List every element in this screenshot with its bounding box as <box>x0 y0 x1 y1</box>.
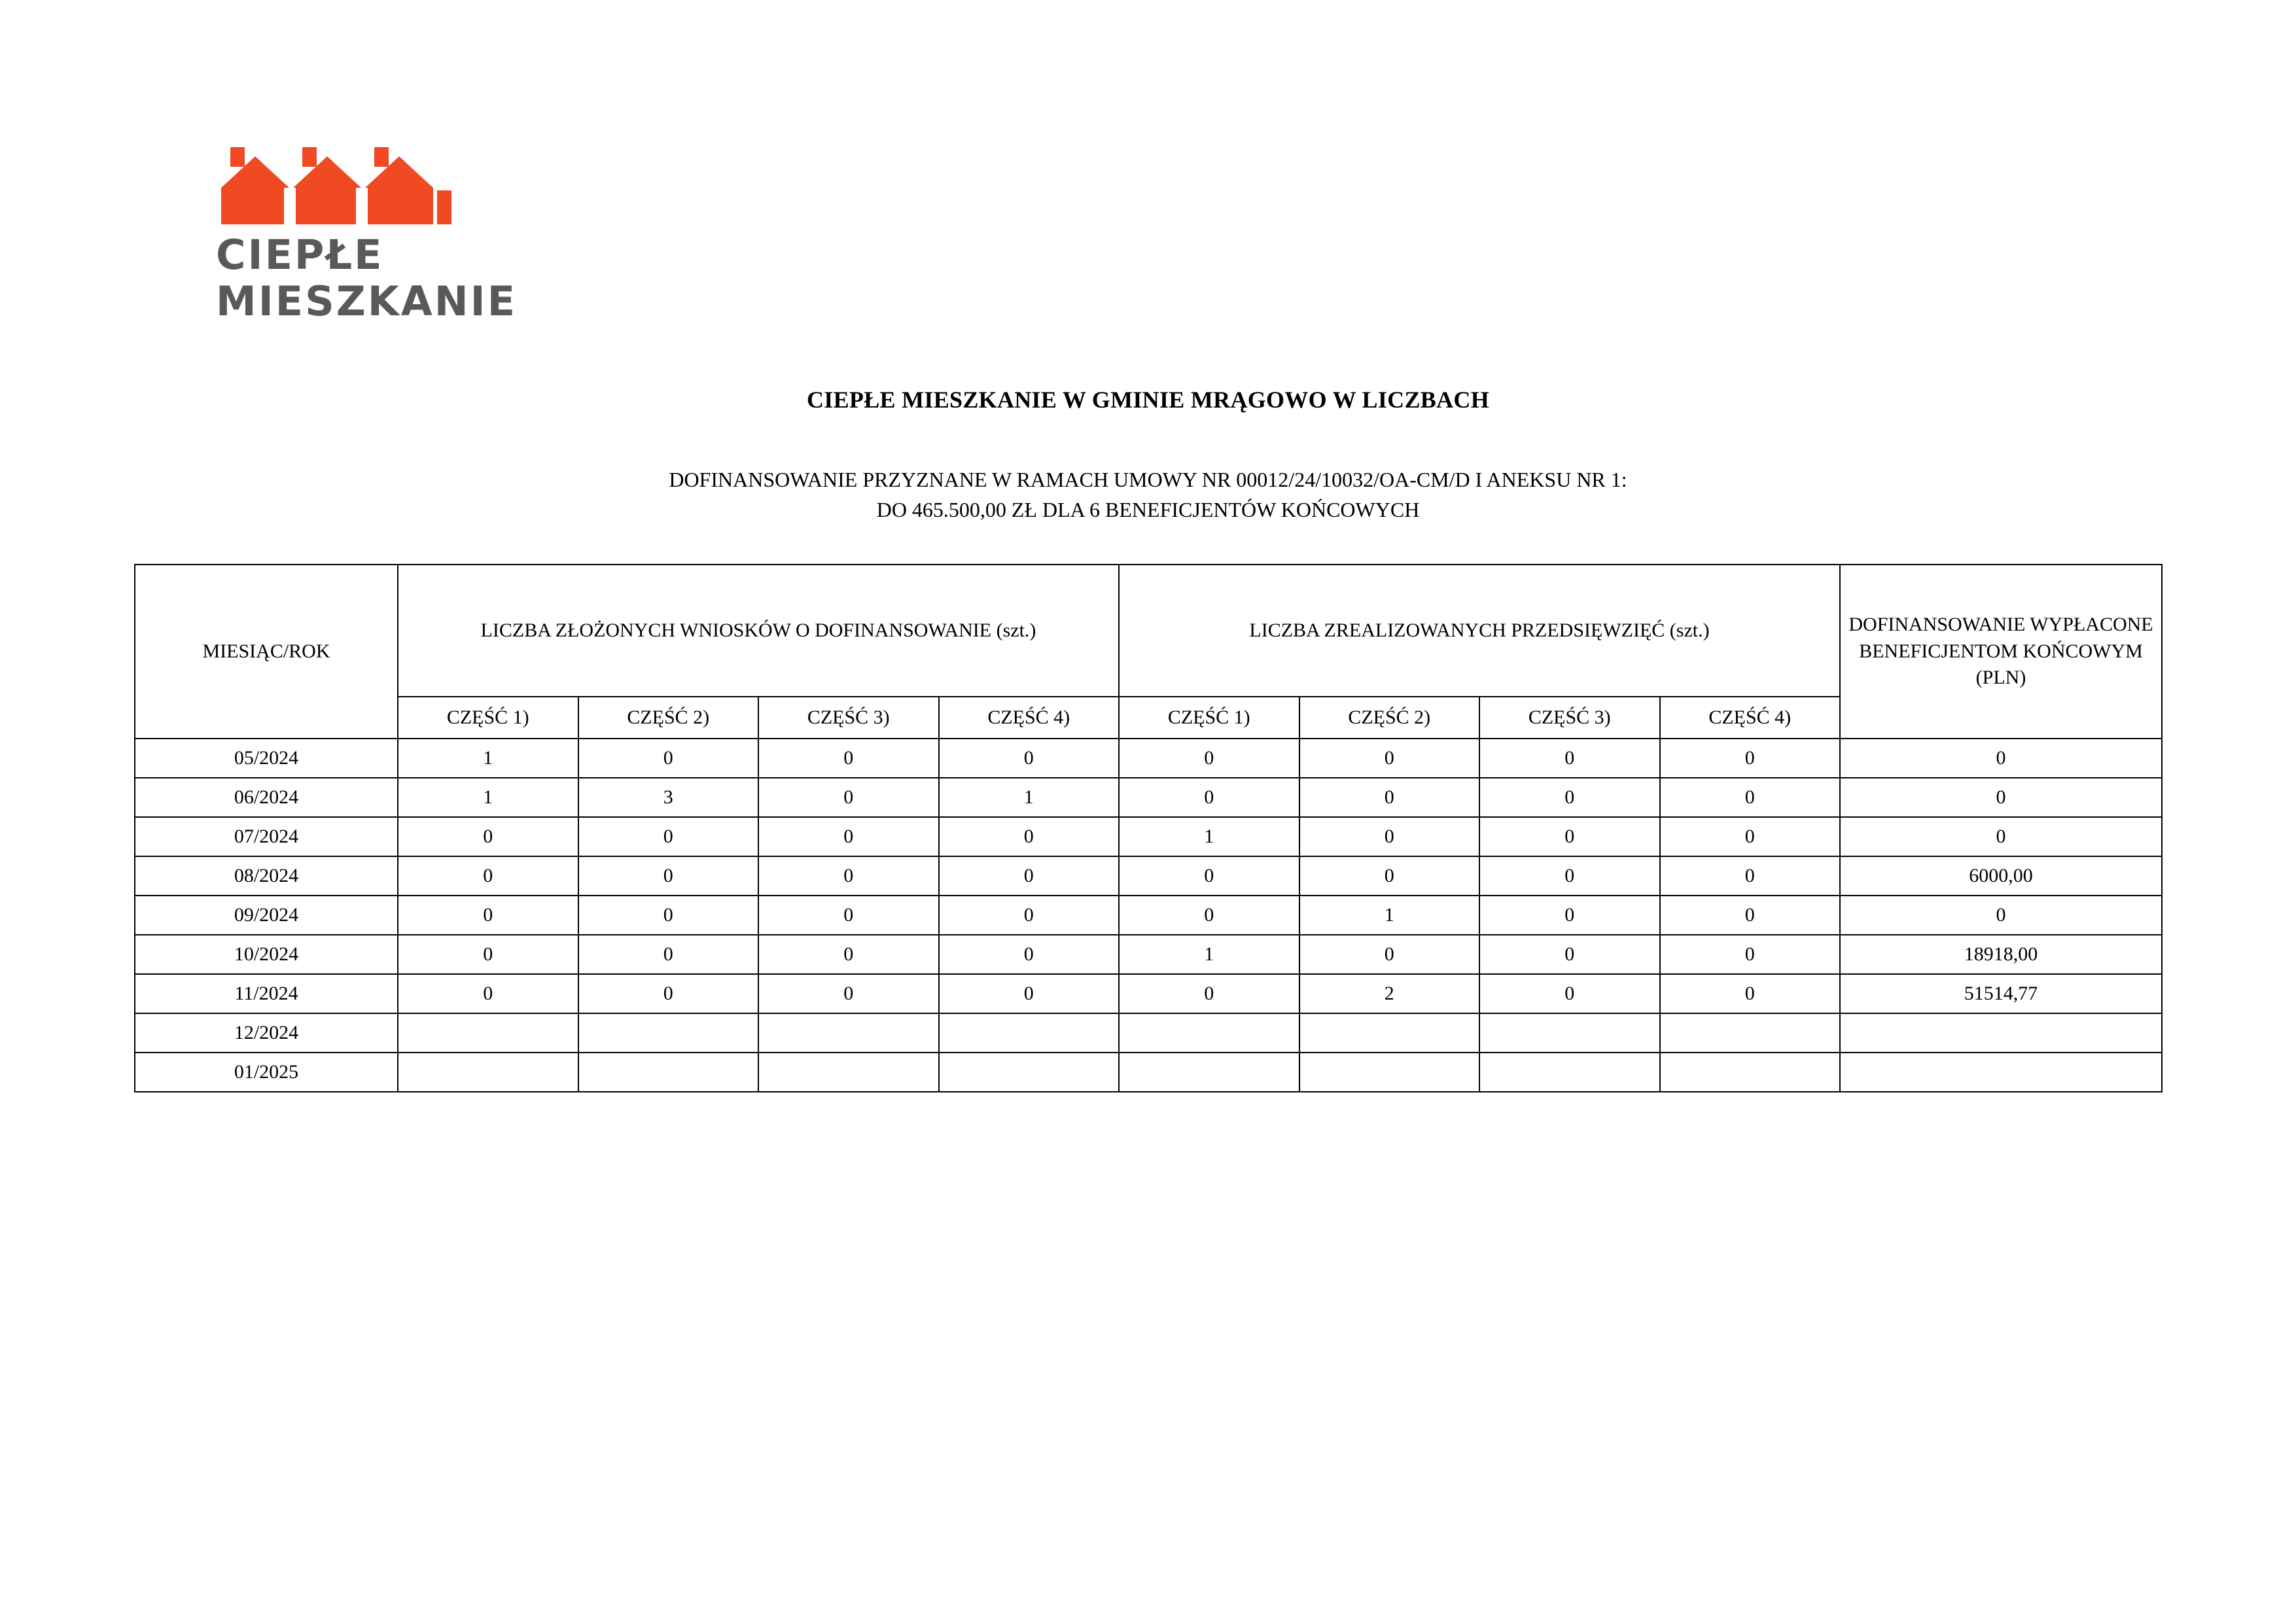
cell-app-3 <box>758 1053 939 1092</box>
cell-app-2 <box>578 1053 759 1092</box>
cell-app-4: 0 <box>939 817 1120 856</box>
cell-done-4: 0 <box>1660 778 1841 817</box>
statistics-table <box>134 564 2163 1092</box>
cell-done-4: 0 <box>1660 974 1841 1013</box>
page-subtitle <box>0 464 2296 525</box>
cell-app-1 <box>398 1013 578 1053</box>
cell-app-3: 0 <box>758 935 939 974</box>
header-part-app-2: CZĘŚĆ 2) <box>578 697 759 739</box>
cell-app-4 <box>939 1013 1120 1053</box>
logo-word-ciepie: CIEPŁE <box>216 231 384 279</box>
logo-word-mieszkanie: MIESZKANIE <box>216 277 518 326</box>
header-group-applications: LICZBA ZŁOŻONYCH WNIOSKÓW O DOFINANSOWANIE (szt.) <box>398 565 1119 697</box>
cell-done-1: 1 <box>1119 935 1299 974</box>
table-head <box>135 565 2162 739</box>
cell-month: 06/2024 <box>135 778 398 817</box>
cell-app-1: 0 <box>398 817 578 856</box>
table-body <box>135 739 2162 1092</box>
cell-done-2: 0 <box>1299 778 1480 817</box>
table-row <box>135 935 2162 974</box>
cell-done-3: 0 <box>1479 739 1660 778</box>
subtitle-line-2: DO 465.500,00 ZŁ DLA 6 BENEFICJENTÓW KOŃCOWYCH <box>876 498 1420 522</box>
cell-app-3: 0 <box>758 896 939 935</box>
cell-done-4: 0 <box>1660 739 1841 778</box>
cell-app-3: 0 <box>758 974 939 1013</box>
cell-month: 11/2024 <box>135 974 398 1013</box>
cell-app-3: 0 <box>758 739 939 778</box>
cell-done-2: 2 <box>1299 974 1480 1013</box>
cell-done-3: 0 <box>1479 896 1660 935</box>
cell-done-3: 0 <box>1479 856 1660 896</box>
header-part-done-2: CZĘŚĆ 2) <box>1299 697 1480 739</box>
header-payout: DOFINANSOWANIE WYPŁACONE BENEFICJENTOM KOŃCOWYM (PLN) <box>1840 565 2162 739</box>
subtitle-line-1: DOFINANSOWANIE PRZYZNANE W RAMACH UMOWY NR 00012/24/10032/OA-CM/D I ANEKSU NR 1: <box>669 468 1627 491</box>
cell-app-1: 0 <box>398 935 578 974</box>
cell-payout: 51514,77 <box>1840 974 2162 1013</box>
cell-done-3: 0 <box>1479 778 1660 817</box>
cell-payout <box>1840 1053 2162 1092</box>
houses-roofline-icon <box>216 147 635 226</box>
cell-month: 01/2025 <box>135 1053 398 1092</box>
cell-payout <box>1840 1013 2162 1053</box>
table-row <box>135 817 2162 856</box>
statistics-table-wrapper <box>134 564 2163 1092</box>
program-logo <box>216 147 648 326</box>
cell-done-2: 0 <box>1299 817 1480 856</box>
cell-done-2: 1 <box>1299 896 1480 935</box>
header-group-completed: LICZBA ZREALIZOWANYCH PRZEDSIĘWZIĘĆ (szt.) <box>1119 565 1840 697</box>
cell-done-2: 0 <box>1299 739 1480 778</box>
cell-month: 05/2024 <box>135 739 398 778</box>
cell-done-4: 0 <box>1660 935 1841 974</box>
cell-done-1: 0 <box>1119 739 1299 778</box>
cell-payout: 18918,00 <box>1840 935 2162 974</box>
table-row <box>135 1013 2162 1053</box>
cell-done-3: 0 <box>1479 935 1660 974</box>
cell-app-4: 0 <box>939 856 1120 896</box>
header-month: MIESIĄC/ROK <box>135 565 398 739</box>
cell-app-4: 0 <box>939 739 1120 778</box>
cell-done-3: 0 <box>1479 974 1660 1013</box>
cell-app-4: 0 <box>939 935 1120 974</box>
header-part-done-1: CZĘŚĆ 1) <box>1119 697 1299 739</box>
cell-done-3: 0 <box>1479 817 1660 856</box>
cell-done-1 <box>1119 1013 1299 1053</box>
cell-app-1 <box>398 1053 578 1092</box>
table-row <box>135 778 2162 817</box>
cell-done-2 <box>1299 1013 1480 1053</box>
cell-payout: 0 <box>1840 896 2162 935</box>
header-part-app-4: CZĘŚĆ 4) <box>939 697 1120 739</box>
cell-app-4 <box>939 1053 1120 1092</box>
cell-app-1: 1 <box>398 739 578 778</box>
cell-app-4: 1 <box>939 778 1120 817</box>
cell-done-1: 0 <box>1119 856 1299 896</box>
cell-month: 08/2024 <box>135 856 398 896</box>
cell-month: 07/2024 <box>135 817 398 856</box>
cell-done-1: 0 <box>1119 778 1299 817</box>
table-row <box>135 896 2162 935</box>
cell-app-1: 0 <box>398 974 578 1013</box>
table-row <box>135 974 2162 1013</box>
cell-app-2: 0 <box>578 856 759 896</box>
cell-payout: 0 <box>1840 739 2162 778</box>
cell-app-2 <box>578 1013 759 1053</box>
cell-app-2: 0 <box>578 896 759 935</box>
cell-app-1: 1 <box>398 778 578 817</box>
table-row <box>135 739 2162 778</box>
header-part-app-1: CZĘŚĆ 1) <box>398 697 578 739</box>
table-header-row-groups <box>135 565 2162 697</box>
cell-done-1: 0 <box>1119 974 1299 1013</box>
cell-done-4 <box>1660 1013 1841 1053</box>
cell-app-3: 0 <box>758 817 939 856</box>
cell-app-1: 0 <box>398 856 578 896</box>
cell-done-1: 1 <box>1119 817 1299 856</box>
cell-done-2 <box>1299 1053 1480 1092</box>
table-row <box>135 1053 2162 1092</box>
cell-done-1: 0 <box>1119 896 1299 935</box>
cell-app-2: 0 <box>578 974 759 1013</box>
cell-app-4: 0 <box>939 974 1120 1013</box>
cell-app-3: 0 <box>758 856 939 896</box>
cell-done-4: 0 <box>1660 896 1841 935</box>
header-part-app-3: CZĘŚĆ 3) <box>758 697 939 739</box>
cell-app-3: 0 <box>758 778 939 817</box>
header-part-done-3: CZĘŚĆ 3) <box>1479 697 1660 739</box>
cell-payout: 6000,00 <box>1840 856 2162 896</box>
cell-done-4: 0 <box>1660 817 1841 856</box>
cell-app-4: 0 <box>939 896 1120 935</box>
cell-app-2: 0 <box>578 739 759 778</box>
cell-done-2: 0 <box>1299 935 1480 974</box>
page-title: CIEPŁE MIESZKANIE W GMINIE MRĄGOWO W LICZBACH <box>806 387 1489 413</box>
cell-app-3 <box>758 1013 939 1053</box>
cell-app-2: 0 <box>578 817 759 856</box>
cell-payout: 0 <box>1840 778 2162 817</box>
table-row <box>135 856 2162 896</box>
cell-done-3 <box>1479 1053 1660 1092</box>
header-part-done-4: CZĘŚĆ 4) <box>1660 697 1841 739</box>
cell-month: 10/2024 <box>135 935 398 974</box>
cell-done-4: 0 <box>1660 856 1841 896</box>
cell-done-3 <box>1479 1013 1660 1053</box>
cell-app-1: 0 <box>398 896 578 935</box>
cell-done-1 <box>1119 1053 1299 1092</box>
cell-done-4 <box>1660 1053 1841 1092</box>
cell-payout: 0 <box>1840 817 2162 856</box>
cell-app-2: 0 <box>578 935 759 974</box>
cell-done-2: 0 <box>1299 856 1480 896</box>
cell-app-2: 3 <box>578 778 759 817</box>
cell-month: 12/2024 <box>135 1013 398 1053</box>
cell-month: 09/2024 <box>135 896 398 935</box>
